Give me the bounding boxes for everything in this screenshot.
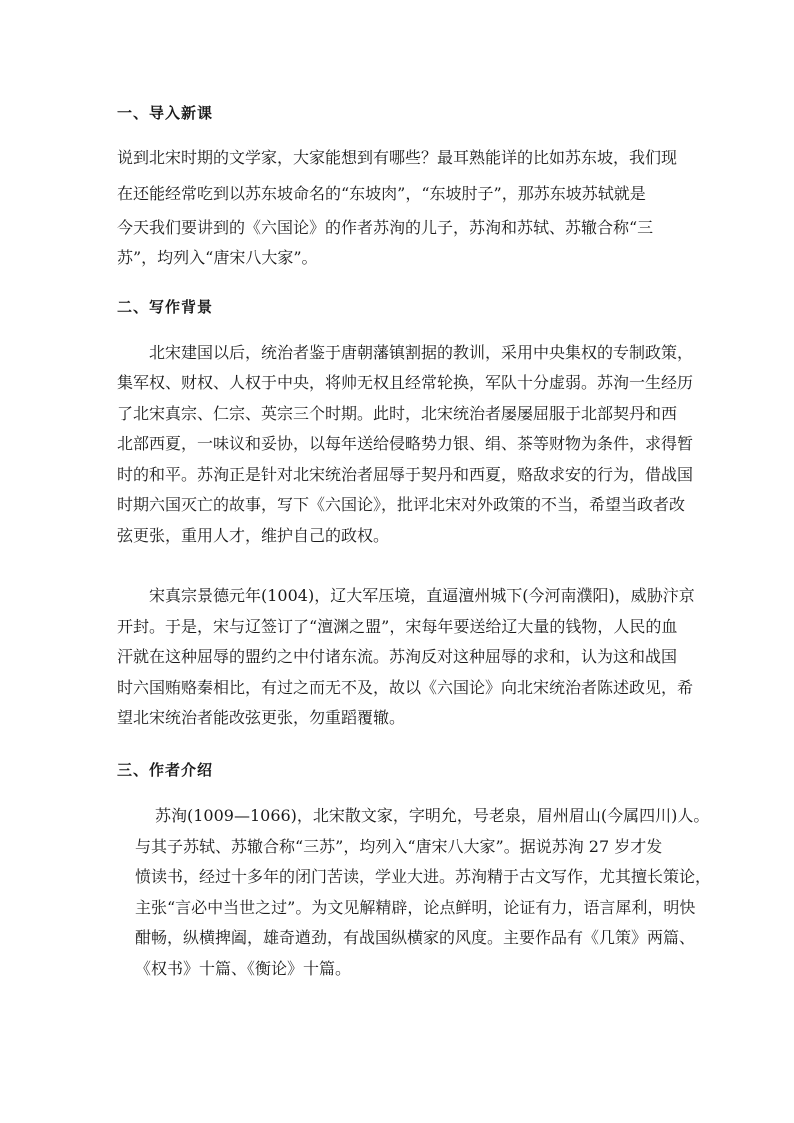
text-line: 北部西夏，一味议和妥协，以每年送给侵略势力银、绢、茶等财物为条件，求得暂 [117, 434, 694, 453]
text-line: 苏”，均列入“唐宋八大家”。 [117, 248, 318, 267]
text-line: 宋真宗景德元年(1004)，辽大军压境，直逼澶州城下(今河南濮阳)，威胁汴京 [149, 586, 695, 605]
text-line: 时期六国灭亡的故事，写下《六国论》，批评北宋对外政策的不当，希望当政者改 [117, 495, 686, 514]
section-heading-background: 二、写作背景 [117, 298, 214, 316]
text-line: 主张“言必中当世之过”。为文见解精辟，论点鲜明，论证有力，语言犀利，明快 [135, 898, 696, 917]
text-line: 说到北宋时期的文学家，大家能想到有哪些？最耳熟能详的比如苏东坡，我们现 [117, 148, 678, 167]
text-line: 集军权、财权、人权于中央，将帅无权且经常轮换，军队十分虚弱。苏洵一生经历 [117, 373, 694, 392]
text-line: 愤读书，经过十多年的闭门苦读，学业大进。苏洵精于古文写作，尤其擅长策论， [135, 867, 712, 886]
section-heading-intro: 一、导入新课 [117, 104, 214, 122]
text-line: 苏洵(1009—1066)，北宋散文家，字明允，号老泉，眉州眉山(今属四川)人。 [155, 806, 710, 825]
text-line: 时的和平。苏洵正是针对北宋统治者屈辱于契丹和西夏，赂敌求安的行为，借战国 [117, 465, 694, 484]
text-line: 了北宋真宗、仁宗、英宗三个时期。此时，北宋统治者屡屡屈服于北部契丹和西 [117, 404, 678, 423]
text-line: 弦更张，重用人才，维护自己的政权。 [117, 526, 390, 545]
section-heading-author: 三、作者介绍 [117, 761, 214, 779]
text-line: 北宋建国以后，统治者鉴于唐朝藩镇割据的教训，采用中央集权的专制政策， [149, 343, 694, 362]
text-line: 汗就在这种屈辱的盟约之中付诸东流。苏洵反对这种屈辱的求和，认为这和战国 [117, 647, 678, 666]
text-line: 望北宋统治者能改弦更张，勿重蹈覆辙。 [117, 708, 406, 727]
text-line: 时六国贿赂秦相比，有过之而无不及，故以《六国论》向北宋统治者陈述政见，希 [117, 678, 694, 697]
text-line: 开封。于是，宋与辽签订了“澶渊之盟”，宋每年要送给辽大量的钱物，人民的血 [117, 617, 678, 636]
text-line: 在还能经常吃到以苏东坡命名的“东坡肉”，“东坡肘子”，那苏东坡苏轼就是 [117, 184, 646, 203]
text-line: 酣畅，纵横捭阖，雄奇遒劲，有战国纵横家的风度。主要作品有《几策》两篇、 [135, 928, 696, 947]
text-line: 今天我们要讲到的《六国论》的作者苏洵的儿子，苏洵和苏轼、苏辙合称“三 [117, 218, 654, 237]
text-line: 《权书》十篇、《衡论》十篇。 [135, 959, 352, 978]
text-line: 与其子苏轼、苏辙合称“三苏”，均列入“唐宋八大家”。据说苏洵 27 岁才发 [135, 837, 663, 856]
